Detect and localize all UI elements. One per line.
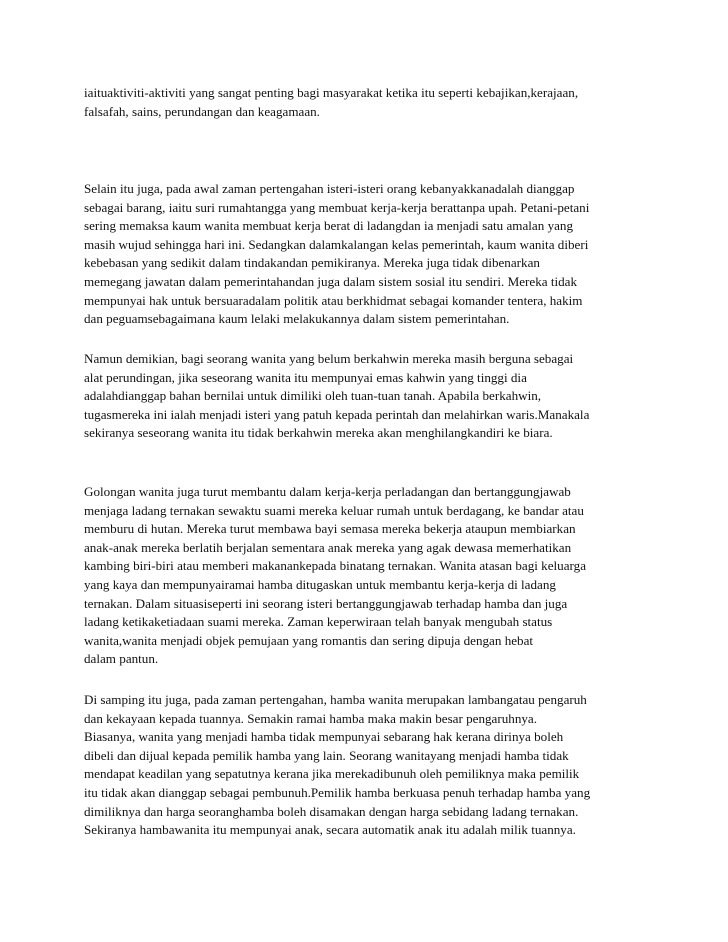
- paragraph-2: Selain itu juga, pada awal zaman pertengahan isteri-isteri orang kebanyakkanadalah dianggap sebagai barang, iaitu suri rumahtangga yang membuat kerja-kerja berattanpa upah. Petani-petani sering memaksa kaum wanita membuat kerja berat di ladangdan ia menjadi satu amalan yang masih wujud sehingga hari ini. Sedangkan dalamkalangan kelas pemerintah, kaum wanita diberi kebebasan yang sedikit dalam tindakandan pemikiranya. Mereka juga tidak dibenarkan memegang jawatan dalam pemerintahandan juga dalam sistem sosial itu sendiri. Mereka tidak mempunyai hak untuk bersuaradalam politik atau berkhidmat sebagai komander tentera, hakim dan peguamsebagaimana kaum lelaki melakukannya dalam sistem pemerintahan.: [84, 181, 590, 327]
- paragraph-5: Di samping itu juga, pada zaman pertengahan, hamba wanita merupakan lambangatau pengaruh dan kekayaan kepada tuannya. Semakin ramai hamba maka makin besar pengaruhnya. Biasanya, wanita yang menjadi hamba tidak mempunyai sebarang hak kerana dirinya boleh dibeli dan dijual kepada pemilik hamba yang lain. Seorang wanitayang menjadi hamba tidak mendapat keadilan yang sepatutnya kerana jika merekadibunuh oleh pemiliknya maka pemilik itu tidak akan dianggap sebagai pembunuh.Pemilik hamba berkuasa penuh terhadap hamba yang dimiliknya dan harga seoranghamba boleh disamakan dengan harga sebidang ladang ternakan. Sekiranya hambawanita itu mempunyai anak, secara automatik anak itu adalah milik tuannya.: [84, 692, 591, 838]
- paragraph-3: Namun demikian, bagi seorang wanita yang belum berkahwin mereka masih berguna sebagai alat perundingan, jika seseorang wanita itu mempunyai emas kahwin yang tinggi dia adalahdianggap bahan bernilai untuk dimiliki oleh tuan-tuan tanah. Apabila berkahwin, tugasmereka ini ialah menjadi isteri yang patuh kepada perintah dan melahirkan waris.Manakala sekiranya seseorang wanita itu tidak berkahwin mereka akan menghilangkandiri ke biara.: [84, 351, 590, 441]
- paragraph-4: Golongan wanita juga turut membantu dalam kerja-kerja perladangan dan bertanggungjawab menjaga ladang ternakan sewaktu suami mereka keluar rumah untuk berdagang, ke bandar atau memburu di hutan. Mereka turut membawa bayi semasa mereka bekerja ataupun membiarkan anak-anak mereka berlatih berjalan sementara anak mereka yang agak dewasa memerhatikan kambing biri-biri atau memberi makanankepada binatang ternakan. Wanita atasan bagi keluarga yang kaya dan mempunyairamai hamba ditugaskan untuk membantu kerja-kerja di ladang ternakan. Dalam situasiseperti ini seorang isteri bertanggungjawab terhadap hamba dan juga ladang ketikaketiadaan suami mereka. Zaman keperwiraan telah banyak mengubah status wanita,wanita menjadi objek pemujaan yang romantis dan sering dipuja dengan hebat dalam pantun.: [84, 484, 587, 667]
- paragraph-1: iaituaktiviti-aktiviti yang sangat penting bagi masyarakat ketika itu seperti kebajikan,kerajaan, falsafah, sains, perundangan dan keagamaan.: [84, 85, 579, 119]
